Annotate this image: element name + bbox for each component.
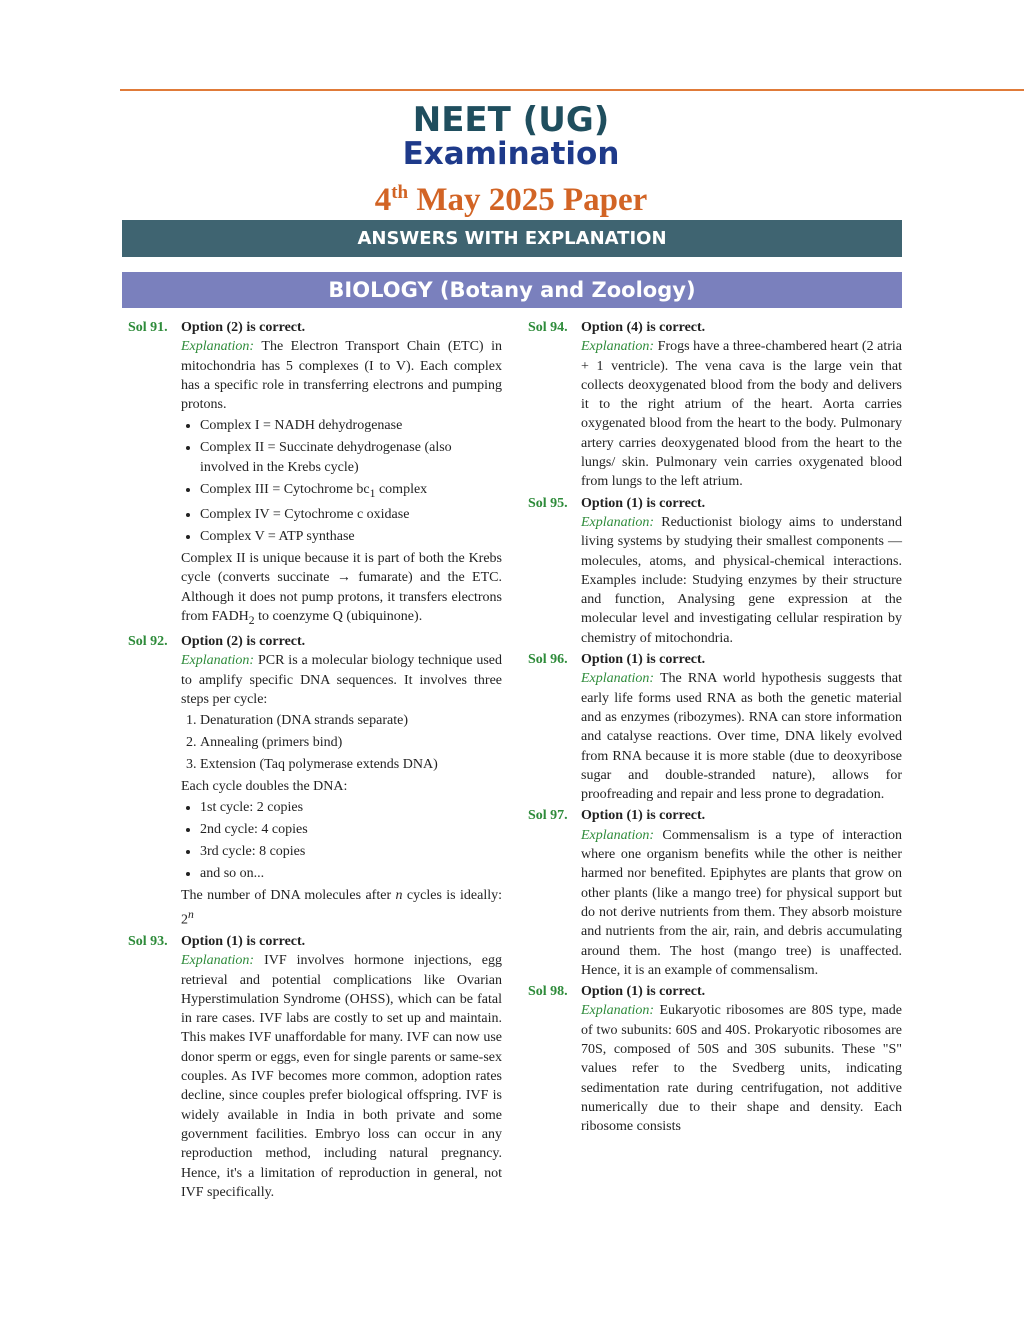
solution-option: Option (2) is correct.	[181, 634, 306, 650]
answers-banner: ANSWERS WITH EXPLANATION	[122, 220, 902, 257]
solution-number: Sol 93.	[128, 933, 168, 949]
solution-number: Sol 94.	[528, 320, 568, 335]
solution-option: Option (2) is correct.	[181, 320, 306, 335]
explanation-text: Explanation: IVF involves hormone injections, egg retrieval and potential complications like Ovarian Hyperstimulation Syndrome (OHSS), which can be fatal in rare cases. IVF labs are costly to set up and maintain. This makes IVF unaffordable for many. IVF can now use donor sperm or eggs, even for single parents or same-sex couples. As IVF becomes more common, adoption rates decline, since couples prefer biological offspring. IVF is widely available in India in both private and some government facilities. Embryo loss can occur in any reproduction method, including natural pregnancy. Hence, it's a limitation of reproduction in general, not IVF specifically.	[181, 953, 502, 1200]
solution-95	[528, 494, 902, 648]
exam-title: NEET (UG)	[412, 100, 610, 140]
list-item: • 2nd cycle: 4 copies	[200, 820, 502, 839]
exam-subtitle: Examination	[402, 136, 620, 172]
list-item: • Complex V = ATP synthase	[200, 527, 502, 546]
solution-94	[528, 318, 902, 492]
list-item: 1. Denaturation (DNA strands separate)	[200, 711, 502, 730]
explanation-text: Explanation: Eukaryotic ribosomes are 80S type, made of two subunits: 60S and 40S. Prokaryotic ribosomes are 70S, composed of 50S and 30S subunits. These "S" values refer to the Svedberg units, indicating sedimentation rate during centrifugation, not additive numerically due to their shape and density. Each ribosome consists	[581, 1003, 902, 1135]
right-column	[528, 318, 902, 1138]
list-item: • 3rd cycle: 8 copies	[200, 842, 502, 861]
top-rule	[120, 89, 1024, 91]
explanation-text: Explanation: Reductionist biology aims to understand living systems by studying their smallest components — molecules, atoms, and physical-chemical interactions. Examples include: Studying enzymes by their structure and function, Analysing gene expression at the molecular level and investigating cellular respiration by chemistry of mitochondria.	[581, 514, 903, 646]
solution-option: Option (1) is correct.	[581, 495, 706, 511]
list-item: 2. Annealing (primers bind)	[200, 733, 502, 752]
subject-banner: BIOLOGY (Botany and Zoology)	[122, 272, 902, 308]
list-item: • Complex II = Succinate dehydrogenase (also involved in the Krebs cycle)	[200, 438, 502, 477]
solution-option: Option (4) is correct.	[581, 320, 706, 335]
list-item: • Complex III = Cytochrome $bc_1$ complex	[200, 480, 502, 503]
explanation-text: Explanation: Commensalism is a type of interaction where one organism benefits while the other is neither harmed nor benefited. Epiphytes are plants that grow on other plants (like a mango tree) for physical support but do not derive nutrients from them. They absorb moisture and nutrients from the air, rain, and debris accumulating around them. The host (mango tree) is unaffected. Hence, it is an example of commensalism.	[581, 827, 902, 978]
solution-98	[528, 982, 902, 1136]
list-item: • Complex I = NADH dehydrogenase	[200, 416, 502, 435]
left-column	[128, 318, 502, 1204]
list-item: • 1st cycle: 2 copies	[200, 798, 502, 817]
solution-number: Sol 95.	[528, 495, 568, 511]
solution-number: Sol 97.	[528, 808, 568, 824]
solution-96	[528, 650, 902, 804]
explanation-text: Explanation: PCR is a molecular biology technique used to amplify specific DNA sequences. It involves three steps per cycle:	[181, 653, 503, 707]
solution-number: Sol 96.	[528, 652, 568, 668]
explanation-text: Complex II is unique because it is part of both the Krebs cycle (converts succinate → fumarate) and the ETC. Although it does not pump protons, it transfers electrons from $FADH_2$ to coenzyme Q (ubiquinone).	[181, 551, 502, 627]
list-item: • and so on...	[200, 864, 502, 883]
solution-option: Option (1) is correct.	[181, 933, 306, 949]
solution-option: Option (1) is correct.	[581, 984, 706, 1000]
complex-list	[181, 416, 502, 546]
paper-date: 4th May 2025 Paper	[374, 182, 648, 218]
solution-93	[128, 932, 502, 1202]
explanation-text: Explanation: The RNA world hypothesis suggests that early life forms used RNA as both the genetic material and as enzymes (ribozymes). RNA can store information and catalyse reactions. Over time, DNA likely evolved from RNA because it is more stable (due to deoxyribose sugar and double-stranded nature), allows for proofreading and repair and less prone to degradation.	[581, 671, 903, 803]
explanation-text: Each cycle doubles the DNA:	[181, 778, 348, 794]
cycle-list	[181, 798, 502, 883]
explanation-text: Explanation: The Electron Transport Chain (ETC) in mitochondria has 5 complexes (I to V). Each complex has a specific role in transferring electrons and pumping protons.	[181, 339, 502, 413]
explanation-text: The number of DNA molecules after n cycles is ideally: 2$^n$	[181, 887, 502, 928]
solution-option: Option (1) is correct.	[581, 808, 706, 824]
list-item: • Complex IV = Cytochrome c oxidase	[200, 505, 502, 524]
solution-number: Sol 91.	[128, 320, 168, 335]
pcr-steps-list	[181, 711, 502, 774]
solution-91	[128, 318, 502, 630]
explanation-text: Explanation: Frogs have a three-chambered heart (2 atria + 1 ventricle). The vena cava is the large vein that collects deoxygenated blood from the body and delivers it to the right atrium of the heart. Aorta carries oxygenated blood from the heart to the body. Pulmonary artery carries deoxygenated blood from the heart to the lungs/ skin. Pulmonary vein carries oxygenated blood from lungs to the left atrium.	[581, 339, 902, 490]
solution-97	[528, 806, 902, 980]
solution-92	[128, 632, 502, 930]
solution-number: Sol 92.	[128, 634, 168, 650]
solution-number: Sol 98.	[528, 984, 568, 1000]
list-item: 3. Extension (Taq polymerase extends DNA)	[200, 755, 502, 774]
solution-option: Option (1) is correct.	[581, 652, 706, 668]
